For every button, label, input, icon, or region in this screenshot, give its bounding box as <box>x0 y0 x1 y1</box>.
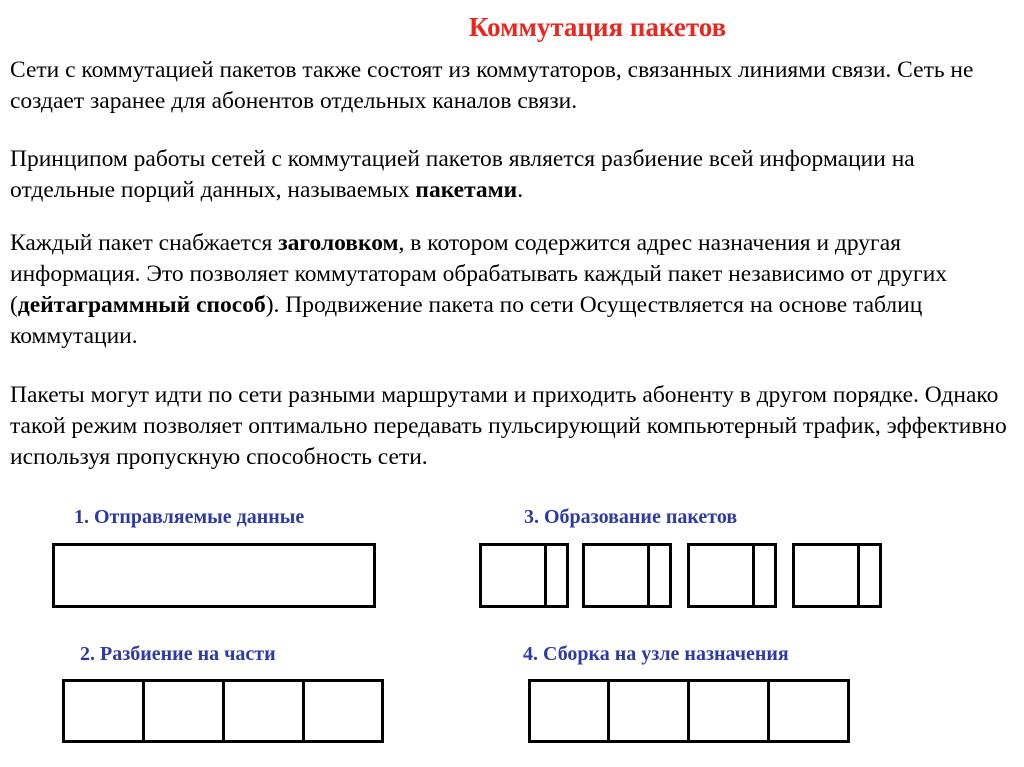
paragraph-routes: Пакеты могут идти по сети разными маршрутами и приходить абоненту в другом порядке. Однако такой режим позволяет оптимально передавать пульсирующий компьютерный трафик, эффективно используя пропускную способность сети. <box>10 382 1007 470</box>
assembled-divider-1 <box>607 679 610 743</box>
slide-title: Коммутация пакетов <box>468 12 727 42</box>
paragraph-header-text-2: , в котором содержится адрес назначения и другая информация. Это позволяет коммутаторам обрабатывать каждый пакет независимо от других ( <box>10 230 948 318</box>
caption-packet-formation: 3. Образование пакетов <box>524 506 738 528</box>
paragraph-principle <box>10 144 1010 206</box>
paragraph-intro: Сети с коммутацией пакетов также состоят из коммутаторов, связанных линиями связи. Сеть не создает заранее для абонентов отдельных каналов связи. <box>10 57 974 114</box>
assembled-divider-2 <box>687 679 690 743</box>
packet-2 <box>582 543 672 608</box>
paragraph-header-text-3: ). Продвижение пакета по сети Осуществляется на основе таблиц коммутации. <box>10 292 923 349</box>
paragraph-principle-end: . <box>517 177 524 203</box>
term-packets: пакетами <box>415 177 518 203</box>
caption-split-parts: 2. Разбиение на части <box>80 643 276 665</box>
split-divider-3 <box>302 679 305 743</box>
packet-1 <box>479 543 569 608</box>
paragraph-principle-text: Принципом работы сетей с коммутацией пакетов является разбиение всей информации на отдельные порций данных, называемых <box>10 146 915 203</box>
packet-2-header-divider <box>647 543 650 608</box>
caption-sent-data: 1. Отправляемые данные <box>74 506 305 528</box>
packet-3-header-divider <box>752 543 755 608</box>
assembled-divider-3 <box>767 679 770 743</box>
packet-3 <box>687 543 777 608</box>
data-block <box>52 543 376 608</box>
term-header: заголовком <box>278 230 399 256</box>
term-datagram: дейтаграммный способ <box>17 292 266 318</box>
paragraph-header <box>10 228 1010 352</box>
packet-4-header-divider <box>857 543 860 608</box>
split-divider-1 <box>142 679 145 743</box>
split-divider-2 <box>222 679 225 743</box>
packet-4 <box>792 543 882 608</box>
paragraph-header-text-1: Каждый пакет снабжается <box>10 230 279 256</box>
packet-1-header-divider <box>544 543 547 608</box>
caption-assembly: 4. Сборка на узле назначения <box>523 643 789 665</box>
